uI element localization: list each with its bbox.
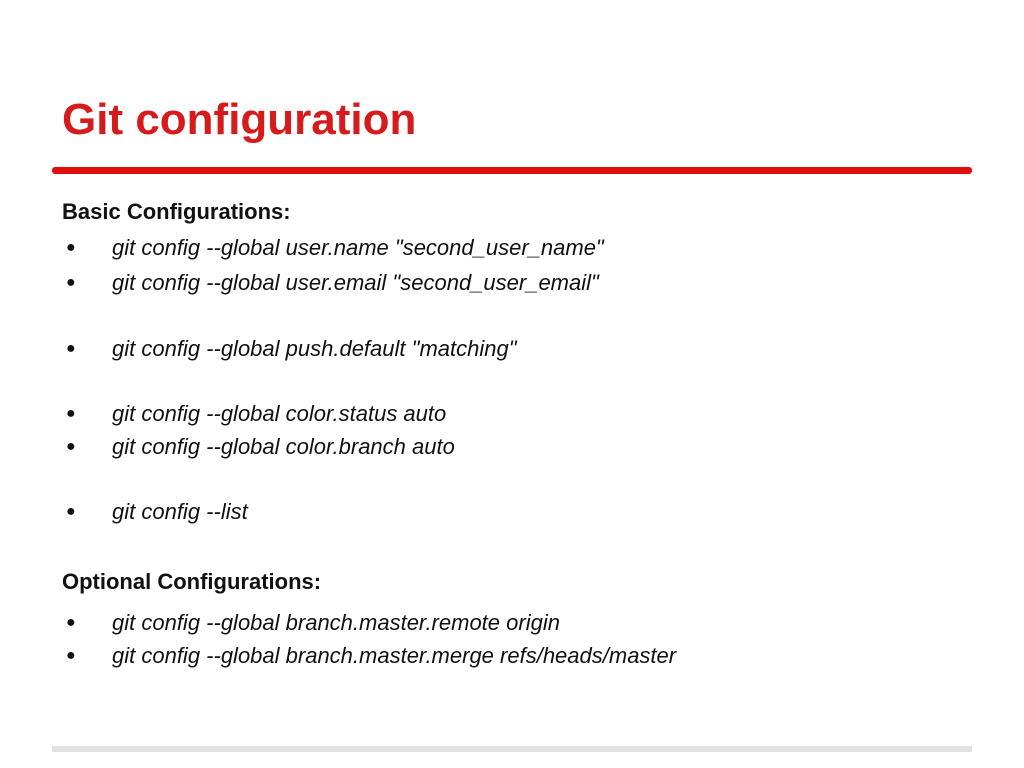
- bullet-icon: ●: [66, 274, 76, 291]
- list-item-text: git config --global push.default "matching": [112, 336, 517, 361]
- bullet-icon: ●: [66, 438, 76, 455]
- section-heading-basic: Basic Configurations:: [62, 199, 291, 224]
- title-underline: [52, 167, 972, 174]
- bullet-icon: ●: [66, 340, 76, 357]
- list-item: [66, 399, 446, 429]
- list-item: [66, 497, 248, 527]
- list-item: [66, 641, 676, 671]
- section-heading-optional: Optional Configurations:: [62, 569, 322, 594]
- bullet-icon: ●: [66, 647, 76, 664]
- list-item: [66, 334, 517, 364]
- list-item-text: git config --list: [112, 499, 248, 524]
- list-item-text: git config --global color.branch auto: [112, 434, 455, 459]
- bullet-icon: ●: [66, 614, 76, 631]
- bullet-icon: ●: [66, 239, 76, 256]
- list-item-text: git config --global user.name "second_user_name": [112, 235, 604, 260]
- slide-title: Git configuration: [62, 95, 417, 144]
- footer-divider: [52, 746, 972, 752]
- list-item: [66, 432, 455, 462]
- bullet-icon: ●: [66, 503, 76, 520]
- list-item-text: git config --global branch.master.remote origin: [112, 610, 560, 635]
- bullet-icon: ●: [66, 405, 76, 422]
- list-item: [66, 233, 604, 263]
- list-item-text: git config --global user.email "second_user_email": [112, 270, 599, 295]
- list-item: [66, 268, 599, 298]
- list-item-text: git config --global branch.master.merge refs/heads/master: [112, 643, 677, 668]
- list-item-text: git config --global color.status auto: [112, 401, 447, 426]
- list-item: [66, 608, 560, 638]
